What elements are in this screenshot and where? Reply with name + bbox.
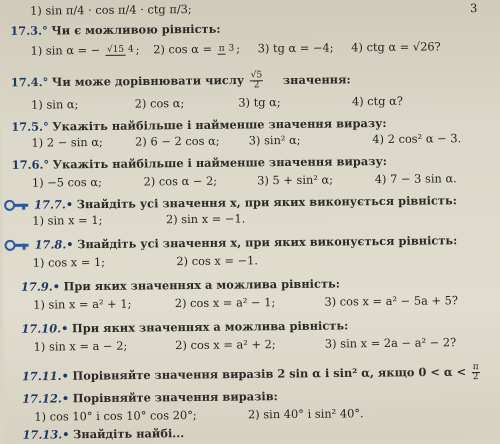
problem-17-9-header: [21, 276, 340, 293]
item-text: 3: [470, 1, 478, 16]
problem-number: 17.3.°: [10, 23, 48, 38]
problem-17-12-answers: [34, 406, 363, 423]
problem-number: 17.4.°: [10, 74, 49, 90]
answer-1: 1) sin x = 1;: [32, 212, 103, 228]
answer-2: 2) cos x = a² + 2;: [175, 337, 276, 353]
problem-17-3-answers: 1) sin α = − √15 4 ; 2) cos α = π 3 ; 3) tg α = −4; 4) ctg α = √26?: [30, 39, 441, 58]
problem-number: 17.7.•: [34, 197, 74, 212]
denominator: 4: [127, 44, 134, 55]
key-icon: [5, 240, 31, 250]
fraction: [472, 363, 480, 382]
numerator: √15: [106, 44, 125, 55]
problem-17-5-header: [11, 116, 386, 134]
answer-1: 1) sin x = a − 2;: [33, 338, 128, 354]
problem-number: 17.6.°: [11, 157, 50, 172]
problem-number: 17.12.•: [22, 391, 70, 406]
denominator: 2: [472, 372, 479, 383]
answer-1: 1) cos 10° і cos 10° cos 20°;: [34, 407, 197, 424]
answer-1: 1) cos x = 1;: [32, 254, 106, 270]
answer-4: 4) ctg α = √26?: [351, 39, 441, 55]
problem-number: 17.9.•: [20, 279, 61, 294]
problem-number: 17.8.•: [34, 237, 74, 252]
problem-17-4-header: [11, 70, 351, 93]
answer-1: 1) −5 cos α;: [31, 174, 102, 190]
fraction: [218, 45, 235, 55]
answer-2: 2) 6 − 2 cos α;: [135, 133, 220, 149]
answer-1: 1) sin α;: [31, 97, 79, 112]
answer-2: 2) cos x = a² − 1;: [174, 295, 276, 311]
problem-17-7-header: [34, 193, 457, 211]
answer-4: 4) ctg α?: [351, 93, 404, 109]
problem-17-8-header: [34, 233, 457, 251]
answer-2: 2) cos α =: [153, 41, 213, 57]
problem-17-9-answers: [33, 293, 458, 311]
numerator: π: [218, 43, 225, 54]
fraction: [106, 46, 134, 56]
answer-2: 2) sin 40° і sin² 40°.: [247, 406, 364, 422]
problem-question: Знайдіть усі значення x, при яких виконується рівність:: [77, 233, 458, 252]
problem-17-4-answers: [31, 94, 403, 112]
item-text: 1) sin π/4 · cos π/4 · ctg π/3;: [30, 1, 192, 18]
numerator: √5: [250, 70, 263, 81]
answer-4: 4) 7 − 3 sin α.: [374, 171, 457, 187]
answer-3: 3) tg α;: [238, 95, 281, 110]
answer-3: 3) cos x = a² − 5a + 5?: [324, 293, 459, 309]
answer-1: 1) sin x = a² + 1;: [33, 296, 132, 312]
answer-2: 2) cos α − 2;: [143, 173, 218, 189]
fragment-right: [470, 1, 477, 15]
problem-question: Порівняйте значення виразів:: [72, 389, 278, 406]
fraction: [250, 71, 264, 90]
answer-1: 1) sin α = −: [30, 42, 101, 58]
problem-17-12-header: [22, 389, 278, 406]
problem-17-11: [22, 363, 482, 387]
answer-3: 3) 5 + sin² α;: [257, 172, 334, 188]
problem-question: При яких значеннях a можлива рівність:: [63, 276, 340, 294]
answer-3: 3) sin x = 2a − a² − 2?: [324, 335, 457, 351]
problem-17-10-answers: [34, 335, 457, 353]
answer-3: 3) tg α = −4;: [257, 40, 334, 56]
problem-17-6-answers: [32, 171, 457, 189]
problem-number: 17.13.•: [22, 427, 70, 442]
problem-question: Знайдіть найбі...: [73, 426, 185, 442]
problem-17-2-item-1: [30, 2, 192, 18]
key-icon: [4, 200, 30, 210]
problem-17-13-header: [22, 426, 184, 442]
problem-17-6-header: [12, 154, 387, 172]
denominator: 2: [253, 80, 260, 91]
problem-question: При яких значеннях a можлива рівність:: [71, 318, 349, 336]
answer-2: 2) cos α;: [134, 96, 185, 111]
problem-number: 17.5.°: [11, 119, 49, 134]
answer-4: 4) 2 cos² α − 3.: [372, 131, 462, 147]
answer-2: 2) sin x = −1.: [165, 211, 246, 227]
answer-2: 2) cos x = −1.: [176, 253, 259, 269]
problem-number: 17.11.•: [21, 368, 69, 384]
problem-17-7-answers: [32, 211, 245, 227]
numerator: π: [472, 362, 479, 373]
answer-1: 1) 2 − sin α;: [31, 134, 103, 150]
problem-question: Укажіть найбільше і найменше значення виразу:: [52, 115, 387, 134]
denominator: 3: [228, 43, 235, 54]
problem-question: Знайдіть усі значення x, при яких виконується рівність:: [76, 193, 457, 212]
problem-17-5-answers: [31, 131, 461, 149]
problem-number: 17.10.•: [21, 321, 69, 336]
problem-question-end: значення:: [282, 71, 351, 87]
problem-question: Укажіть найбільше і найменше значення виразу:: [52, 153, 388, 172]
answer-3: 3) sin² α;: [248, 132, 301, 148]
problem-question: Чи може дорівнювати числу: [51, 72, 245, 89]
problem-question: Порівняйте значення виразів 2 sin α і sin² α, якщо 0 < α <: [72, 364, 467, 383]
problem-17-8-answers: [33, 253, 258, 269]
problem-17-3-header: [10, 22, 220, 38]
problem-question: Чи є можливою рівність:: [51, 21, 221, 38]
problem-17-10-header: [21, 318, 348, 335]
